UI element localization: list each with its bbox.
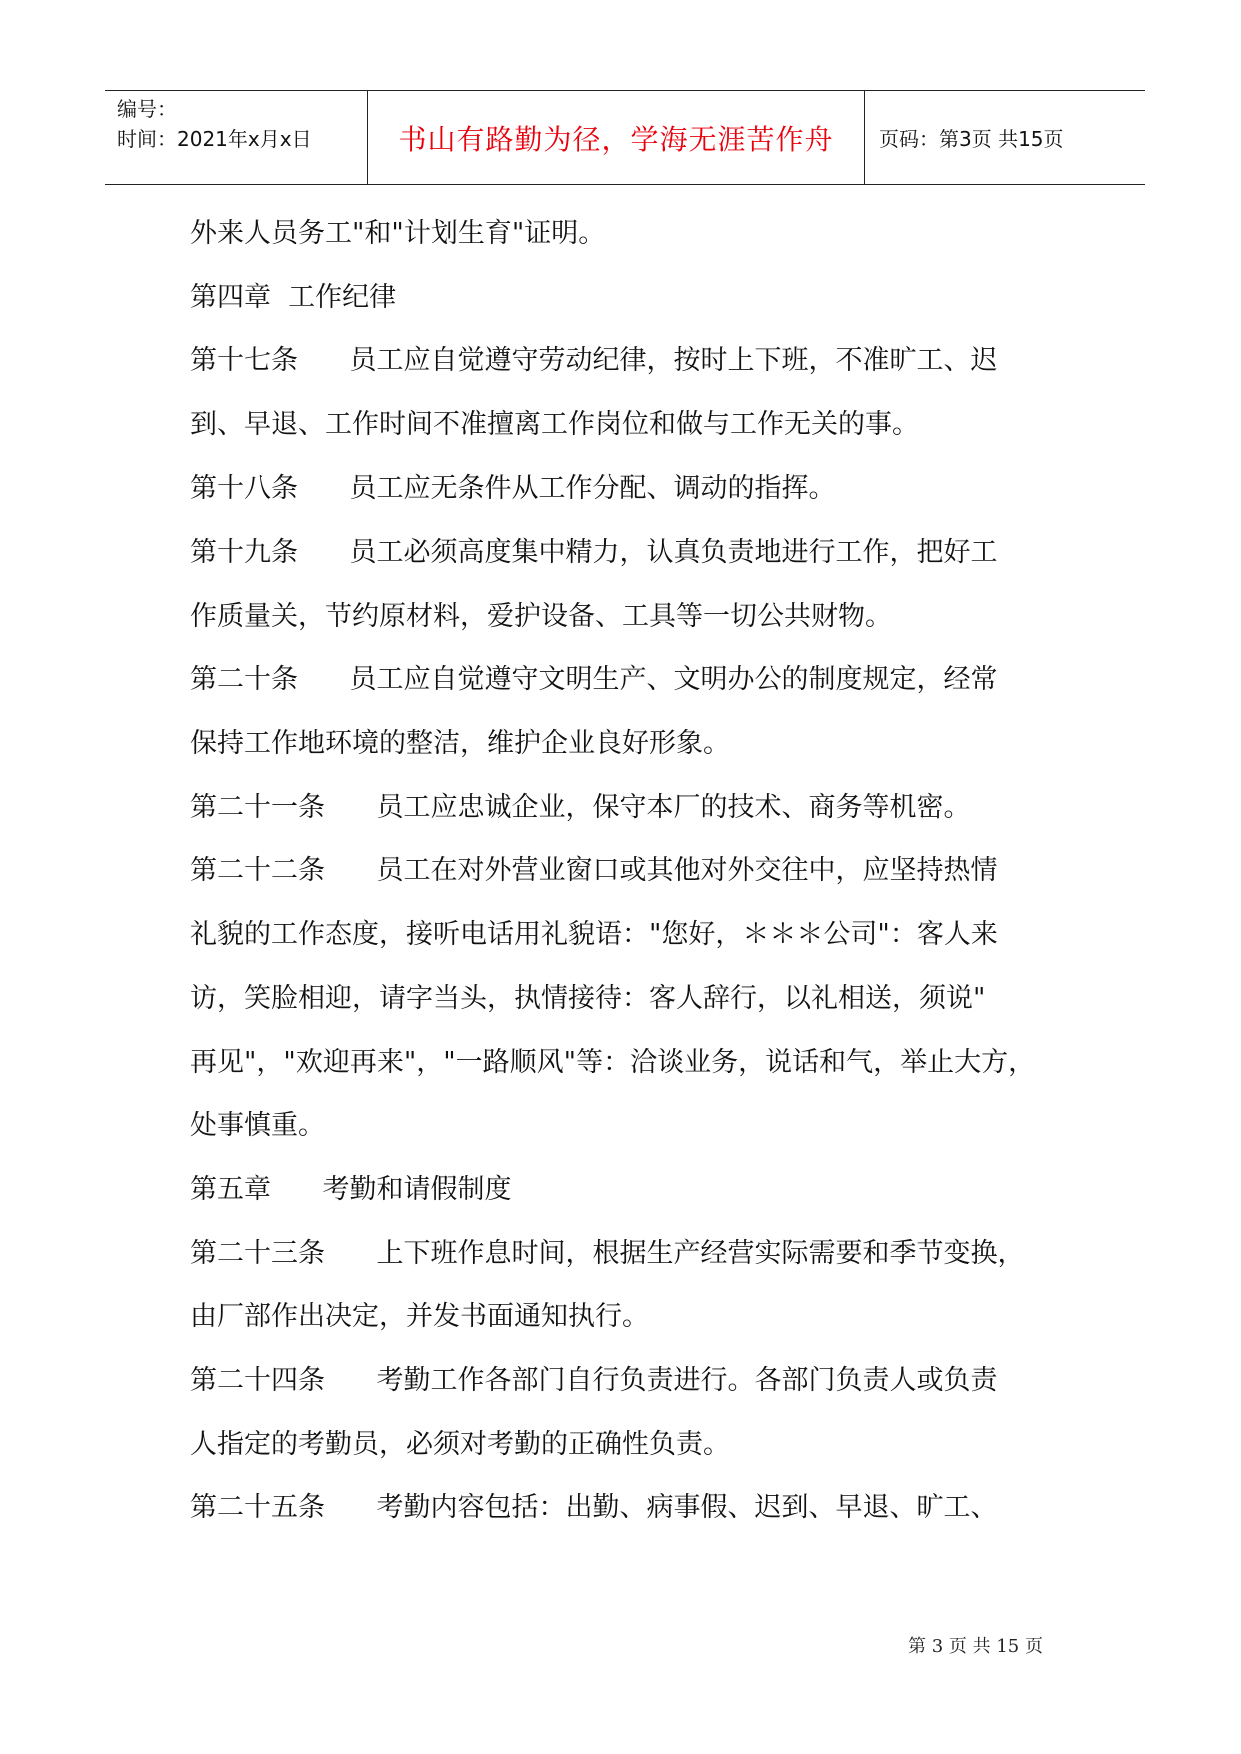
body-line: 外来人员务工"和"计划生育"证明。 bbox=[190, 218, 606, 249]
chapter-heading: 第四章 工作纪律 bbox=[190, 282, 397, 313]
body-line: 到、早退、工作时间不准擅离工作岗位和做与工作无关的事。 bbox=[190, 409, 919, 440]
article-line: 第二十条 员工应自觉遵守文明生产、文明办公的制度规定，经常 bbox=[190, 664, 998, 695]
serial-number-label: 编号： bbox=[117, 97, 177, 121]
body-line: 礼貌的工作态度，接听电话用礼貌语："您好，＊＊＊公司"：客人来 bbox=[190, 919, 998, 950]
article-line: 第十八条 员工应无条件从工作分配、调动的指挥。 bbox=[190, 473, 836, 504]
article-line: 第十七条 员工应自觉遵守劳动纪律，按时上下班，不准旷工、迟 bbox=[190, 345, 998, 376]
body-line: 人指定的考勤员，必须对考勤的正确性负责。 bbox=[190, 1429, 730, 1460]
chapter-heading: 第五章 考勤和请假制度 bbox=[190, 1174, 512, 1205]
header-meta-cell bbox=[105, 91, 368, 184]
page-header bbox=[105, 90, 1145, 185]
article-line: 第二十二条 员工在对外营业窗口或其他对外交往中，应坚持热情 bbox=[190, 855, 998, 886]
article-line: 第二十三条 上下班作息时间，根据生产经营实际需要和季节变换， bbox=[190, 1238, 1025, 1269]
body-line: 再见"，"欢迎再来"，"一路顺风"等：洽谈业务，说话和气，举止大方， bbox=[190, 1047, 1036, 1078]
article-line: 第二十一条 员工应忠诚企业，保守本厂的技术、商务等机密。 bbox=[190, 792, 971, 823]
header-motto-cell bbox=[368, 91, 865, 184]
article-line: 第十九条 员工必须高度集中精力，认真负责地进行工作，把好工 bbox=[190, 537, 998, 568]
date-label: 时间：2021年x月x日 bbox=[117, 127, 312, 151]
page-footer: 第 3 页 共 15 页 bbox=[908, 1636, 1043, 1657]
header-page-info: 页码：第3页 共15页 bbox=[879, 127, 1064, 151]
body-line: 保持工作地环境的整洁，维护企业良好形象。 bbox=[190, 728, 730, 759]
article-line: 第二十五条 考勤内容包括：出勤、病事假、迟到、早退、旷工、 bbox=[190, 1492, 998, 1523]
article-line: 第二十四条 考勤工作各部门自行负责进行。各部门负责人或负责 bbox=[190, 1365, 998, 1396]
body-line: 作质量关，节约原材料，爱护设备、工具等一切公共财物。 bbox=[190, 601, 892, 632]
header-page-cell bbox=[865, 91, 1145, 184]
body-line: 访，笑脸相迎，请字当头，执情接待：客人辞行，以礼相送，须说" bbox=[190, 983, 986, 1014]
body-line: 由厂部作出决定，并发书面通知执行。 bbox=[190, 1301, 649, 1332]
header-motto: 书山有路勤为径，学海无涯苦作舟 bbox=[398, 122, 834, 156]
body-line: 处事慎重。 bbox=[190, 1110, 325, 1141]
